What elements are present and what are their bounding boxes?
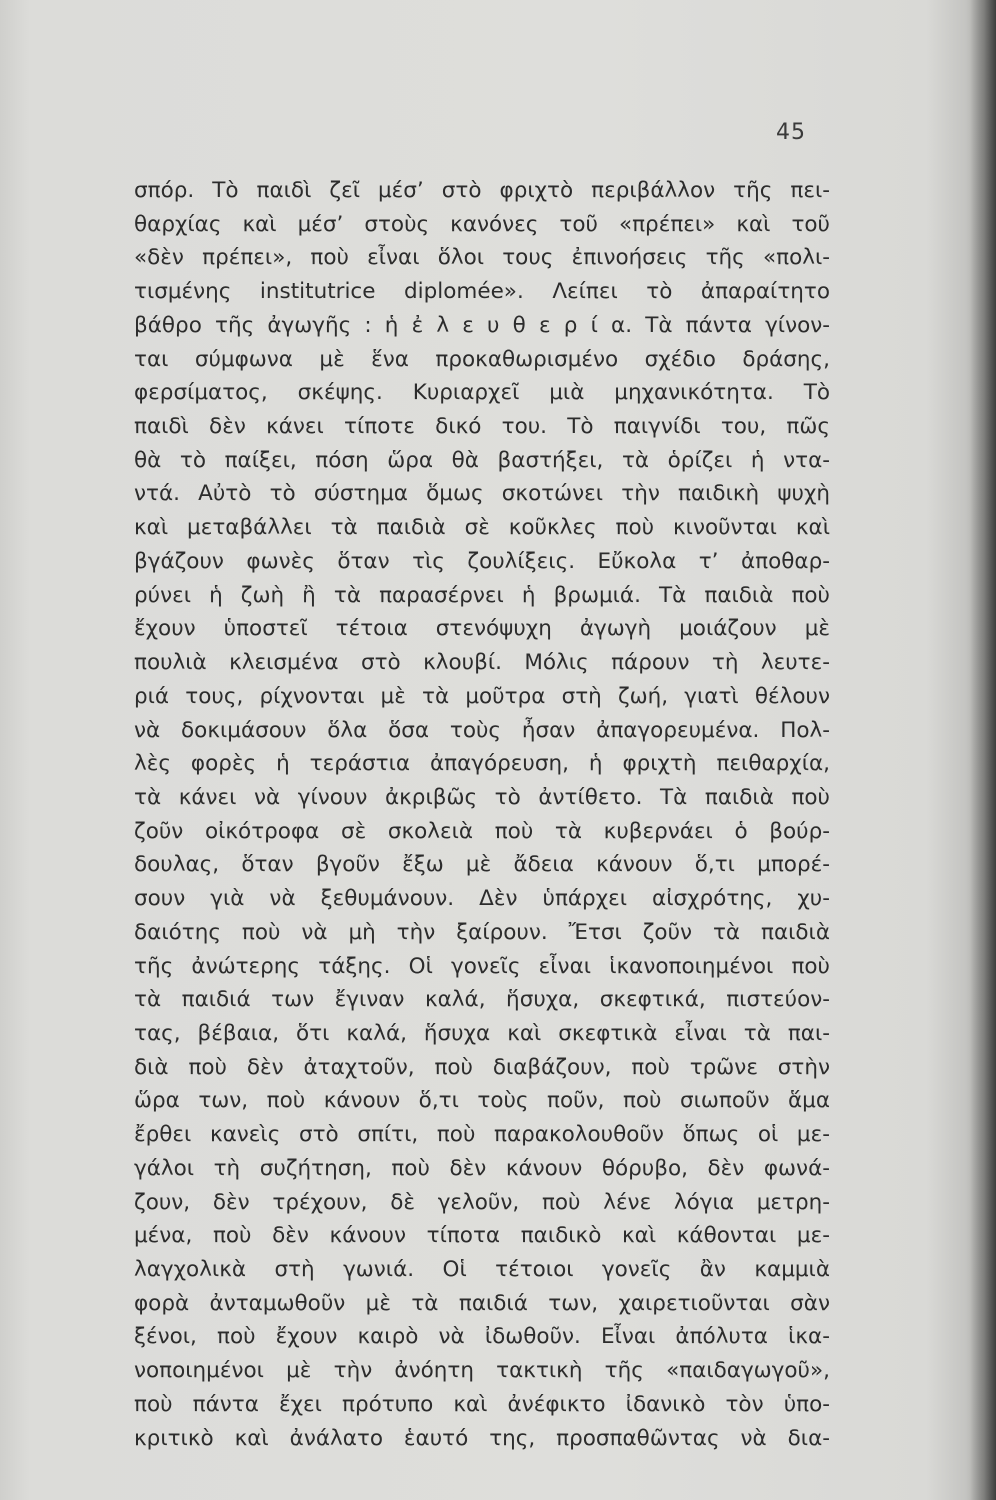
text-line: ὥρα των, ποὺ κάνουν ὅ,τι τοὺς ποῦν, ποὺ σιωποῦν ἅμα	[134, 1088, 830, 1114]
text-line: δαιότης ποὺ νὰ μὴ τὴν ξαίρουν. Ἔτσι ζοῦν τὰ παιδιὰ	[134, 919, 830, 945]
text-line: παιδὶ δὲν κάνει τίποτε δικό του. Τὸ παιγνίδι του, πῶς	[134, 414, 830, 440]
text-line: νὰ δοκιμάσουν ὅλα ὅσα τοὺς ἦσαν ἀπαγορευμένα. Πολ-	[134, 717, 830, 743]
text-line: ζουν, δὲν τρέχουν, δὲ γελοῦν, ποὺ λένε λόγια μετρη-	[134, 1189, 830, 1215]
text-line: βγάζουν φωνὲς ὅταν τὶς ζουλίξεις. Εὔκολα τ’ ἀποθαρ-	[134, 548, 830, 574]
text-line: τὰ παιδιά των ἔγιναν καλά, ἥσυχα, σκεφτικά, πιστεύον-	[134, 987, 830, 1013]
text-line: μένα, ποὺ δὲν κάνουν τίποτα παιδικὸ καὶ κάθονται με-	[134, 1223, 830, 1249]
text-line: πουλιὰ κλεισμένα στὸ κλουβί. Μόλις πάρουν τὴ λευτε-	[134, 650, 830, 676]
text-line: ποὺ πάντα ἔχει πρότυπο καὶ ἀνέφικτο ἰδανικὸ τὸν ὑπο-	[134, 1391, 830, 1417]
text-line: τὰ κάνει νὰ γίνουν ἀκριβῶς τὸ ἀντίθετο. Τὰ παιδιὰ ποὺ	[134, 784, 830, 810]
text-line: τας, βέβαια, ὅτι καλά, ἥσυχα καὶ σκεφτικὰ εἶναι τὰ παι-	[134, 1020, 830, 1046]
text-line: «δὲν πρέπει», ποὺ εἶναι ὅλοι τους ἐπινοήσεις τῆς «πολι-	[134, 245, 830, 271]
text-line: θὰ τὸ παίξει, πόση ὥρα θὰ βαστήξει, τὰ ὁρίζει ἡ ντα-	[134, 447, 830, 473]
text-line: ἔρθει κανεὶς στὸ σπίτι, ποὺ παρακολουθοῦν ὅπως οἱ με-	[134, 1122, 830, 1148]
text-line: τῆς ἀνώτερης τάξης. Οἱ γονεῖς εἶναι ἱκανοποιημένοι ποὺ	[134, 953, 830, 979]
text-line: δουλας, ὅταν βγοῦν ἔξω μὲ ἄδεια κάνουν ὅ,τι μπορέ-	[134, 852, 830, 878]
text-line: σπόρ. Τὸ παιδὶ ζεῖ μέσ’ στὸ φριχτὸ περιβάλλον τῆς πει-	[134, 178, 830, 203]
text-line: ρύνει ἡ ζωὴ ἢ τὰ παρασέρνει ἡ βρωμιά. Τὰ παιδιὰ ποὺ	[134, 582, 830, 608]
text-line: κριτικὸ καὶ ἀνάλατο ἑαυτό της, προσπαθῶντας νὰ δια-	[134, 1425, 830, 1451]
text-line: λαγχολικὰ στὴ γωνιά. Οἱ τέτοιοι γονεῖς ἂν καμμιὰ	[134, 1257, 830, 1282]
text-line: νοποιημένοι μὲ τὴν ἀνόητη τακτικὴ τῆς «παιδαγωγοῦ»,	[134, 1358, 830, 1384]
text-line: ται σύμφωνα μὲ ἕνα προκαθωρισμένο σχέδιο δράσης,	[134, 346, 830, 372]
text-line: φορὰ ἀνταμωθοῦν μὲ τὰ παιδιά των, χαιρετιοῦνται σὰν	[134, 1290, 830, 1316]
text-line: γάλοι τὴ συζήτηση, ποὺ δὲν κάνουν θόρυβο, δὲν φωνά-	[134, 1155, 830, 1181]
text-line: λὲς φορὲς ἡ τεράστια ἀπαγόρευση, ἡ φριχτὴ πειθαρχία,	[134, 751, 830, 777]
text-line: ζοῦν οἰκότροφα σὲ σκολειὰ ποὺ τὰ κυβερνάει ὁ βούρ-	[134, 818, 830, 844]
text-line: τισμένης institutrice diplomée». Λείπει τὸ ἀπαραίτητο	[134, 279, 830, 305]
text-line: ντά. Αὐτὸ τὸ σύστημα ὅμως σκοτώνει τὴν παιδικὴ ψυχὴ	[134, 481, 830, 507]
body-text	[134, 174, 830, 1455]
text-line: ξένοι, ποὺ ἔχουν καιρὸ νὰ ἰδωθοῦν. Εἶναι ἀπόλυτα ἱκα-	[134, 1324, 830, 1350]
text-line: διὰ ποὺ δὲν ἀταχτοῦν, ποὺ διαβάζουν, ποὺ τρῶνε στὴν	[134, 1054, 830, 1080]
text-line: σουν γιὰ νὰ ξεθυμάνουν. Δὲν ὑπάρχει αἰσχρότης, χυ-	[134, 886, 830, 912]
text-line: ριά τους, ρίχνονται μὲ τὰ μοῦτρα στὴ ζωή, γιατὶ θέλουν	[134, 683, 830, 709]
page-spine-shadow	[970, 0, 996, 1500]
text-line: φερσίματος, σκέψης. Κυριαρχεῖ μιὰ μηχανικότητα. Τὸ	[134, 380, 830, 406]
page-number: 45	[776, 120, 806, 145]
text-line: βάθρο τῆς ἀγωγῆς : ἡ ἐ λ ε υ θ ε ρ ί α. Τὰ πάντα γίνον-	[134, 312, 830, 338]
text-line: θαρχίας καὶ μέσ’ στοὺς κανόνες τοῦ «πρέπει» καὶ τοῦ	[134, 211, 830, 237]
text-line: ἔχουν ὑποστεῖ τέτοια στενόψυχη ἀγωγὴ μοιάζουν μὲ	[134, 616, 830, 642]
text-line: καὶ μεταβάλλει τὰ παιδιὰ σὲ κοῦκλες ποὺ κινοῦνται καὶ	[134, 515, 830, 541]
